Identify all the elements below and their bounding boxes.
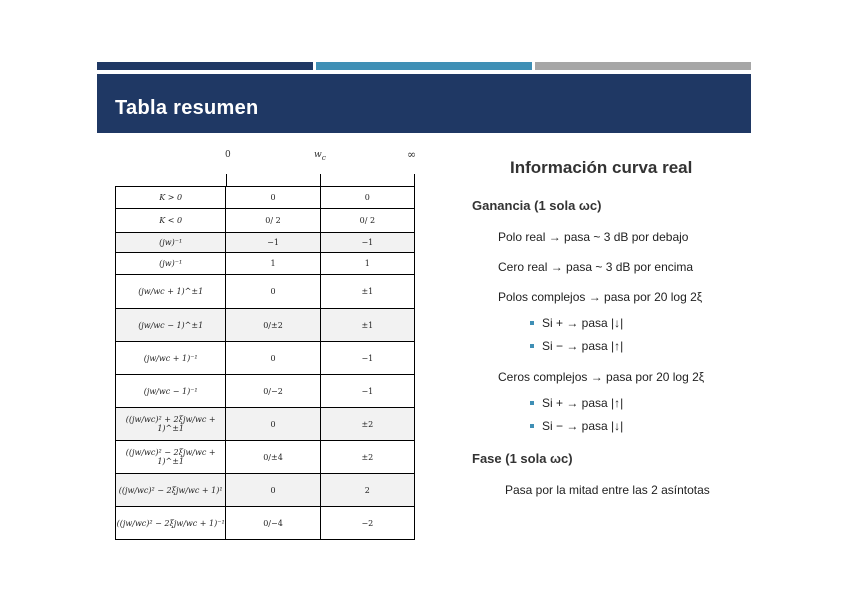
row-expression: K > 0	[116, 187, 226, 209]
row-expression: K < 0	[116, 209, 226, 233]
fase-text: Pasa por la mitad entre las 2 asíntotas	[505, 483, 710, 497]
row-expression: ((jw/wc)² + 2ξjw/wc + 1)^±1	[116, 408, 226, 441]
axis-label-wc-sub: c	[321, 152, 326, 162]
row-value-low: −1	[226, 233, 320, 253]
row-value-low: 0/−4	[226, 507, 320, 540]
table-row	[116, 375, 415, 408]
row-value-high: 2	[320, 474, 414, 507]
table-row	[116, 187, 415, 209]
fase-heading: Fase (1 sola ωc)	[472, 451, 573, 466]
slide-title: Tabla resumen	[115, 97, 259, 119]
polos-si-mas-bullet: Si + → pasa |↓|	[542, 316, 624, 330]
table-row	[116, 309, 415, 342]
table-row	[116, 507, 415, 540]
row-value-high: −1	[320, 375, 414, 408]
polos-complejos-line: Polos complejos → pasa por 20 log 2ξ	[498, 290, 703, 304]
row-value-high: 0/ 2	[320, 209, 414, 233]
title-band	[97, 74, 751, 133]
row-value-high: ±1	[320, 275, 414, 309]
table-row	[116, 408, 415, 441]
ganancia-heading: Ganancia (1 sola ωc)	[472, 198, 602, 213]
accent-bar-dark	[97, 62, 313, 70]
accent-bar-blue	[316, 62, 532, 70]
row-value-high: −1	[320, 233, 414, 253]
accent-bar-gray	[535, 62, 751, 70]
polo-real-line: Polo real → pasa ~ 3 dB por debajo	[498, 230, 689, 244]
row-value-high: 1	[320, 253, 414, 275]
row-value-high: −1	[320, 342, 414, 375]
row-value-low: 0/±4	[226, 441, 320, 474]
row-expression: (jw/wc − 1)⁻¹	[116, 375, 226, 408]
axis-tick-zero	[226, 174, 227, 186]
table-row	[116, 474, 415, 507]
row-value-low: 0	[226, 342, 320, 375]
row-expression: ((jw/wc)² − 2ξjw/wc + 1)¹	[116, 474, 226, 507]
table-row	[116, 441, 415, 474]
ceros-complejos-line: Ceros complejos → pasa por 20 log 2ξ	[498, 370, 705, 384]
axis-label-infinity: ∞	[407, 148, 417, 161]
row-expression: (jw/wc − 1)^±1	[116, 309, 226, 342]
axis-label-w: w	[314, 150, 322, 160]
axis-label-zero: 0	[225, 150, 231, 160]
table-row	[116, 342, 415, 375]
cero-real-line: Cero real → pasa ~ 3 dB por encima	[498, 260, 694, 274]
row-expression: (jw)⁻¹	[116, 233, 226, 253]
row-value-low: 0/±2	[226, 309, 320, 342]
ceros-si-menos-bullet: Si − → pasa |↓|	[542, 419, 624, 433]
polos-si-menos-bullet: Si − → pasa |↑|	[542, 339, 624, 353]
table-row	[116, 233, 415, 253]
row-value-low: 0	[226, 187, 320, 209]
row-expression: (jw/wc + 1)⁻¹	[116, 342, 226, 375]
row-value-low: 0	[226, 408, 320, 441]
table-row	[116, 275, 415, 309]
row-value-low: 0	[226, 275, 320, 309]
row-value-low: 0/ 2	[226, 209, 320, 233]
row-value-high: ±2	[320, 441, 414, 474]
row-value-low: 0	[226, 474, 320, 507]
row-value-high: −2	[320, 507, 414, 540]
row-value-low: 0/−2	[226, 375, 320, 408]
row-expression: ((jw/wc)² − 2ξjw/wc + 1)^±1	[116, 441, 226, 474]
row-expression: ((jw/wc)² − 2ξjw/wc + 1)⁻¹	[116, 507, 226, 540]
table-row	[116, 209, 415, 233]
ceros-si-mas-bullet: Si + → pasa |↑|	[542, 396, 624, 410]
axis-label-wc	[314, 150, 326, 162]
summary-table	[115, 186, 415, 540]
info-title: Información curva real	[510, 158, 693, 177]
row-value-high: ±1	[320, 309, 414, 342]
axis-tick-wc	[320, 174, 321, 186]
axis-tick-infinity	[414, 174, 415, 186]
row-expression: (jw/wc + 1)^±1	[116, 275, 226, 309]
row-value-high: ±2	[320, 408, 414, 441]
table-row	[116, 253, 415, 275]
row-value-high: 0	[320, 187, 414, 209]
row-value-low: 1	[226, 253, 320, 275]
row-expression: (jw)⁻¹	[116, 253, 226, 275]
